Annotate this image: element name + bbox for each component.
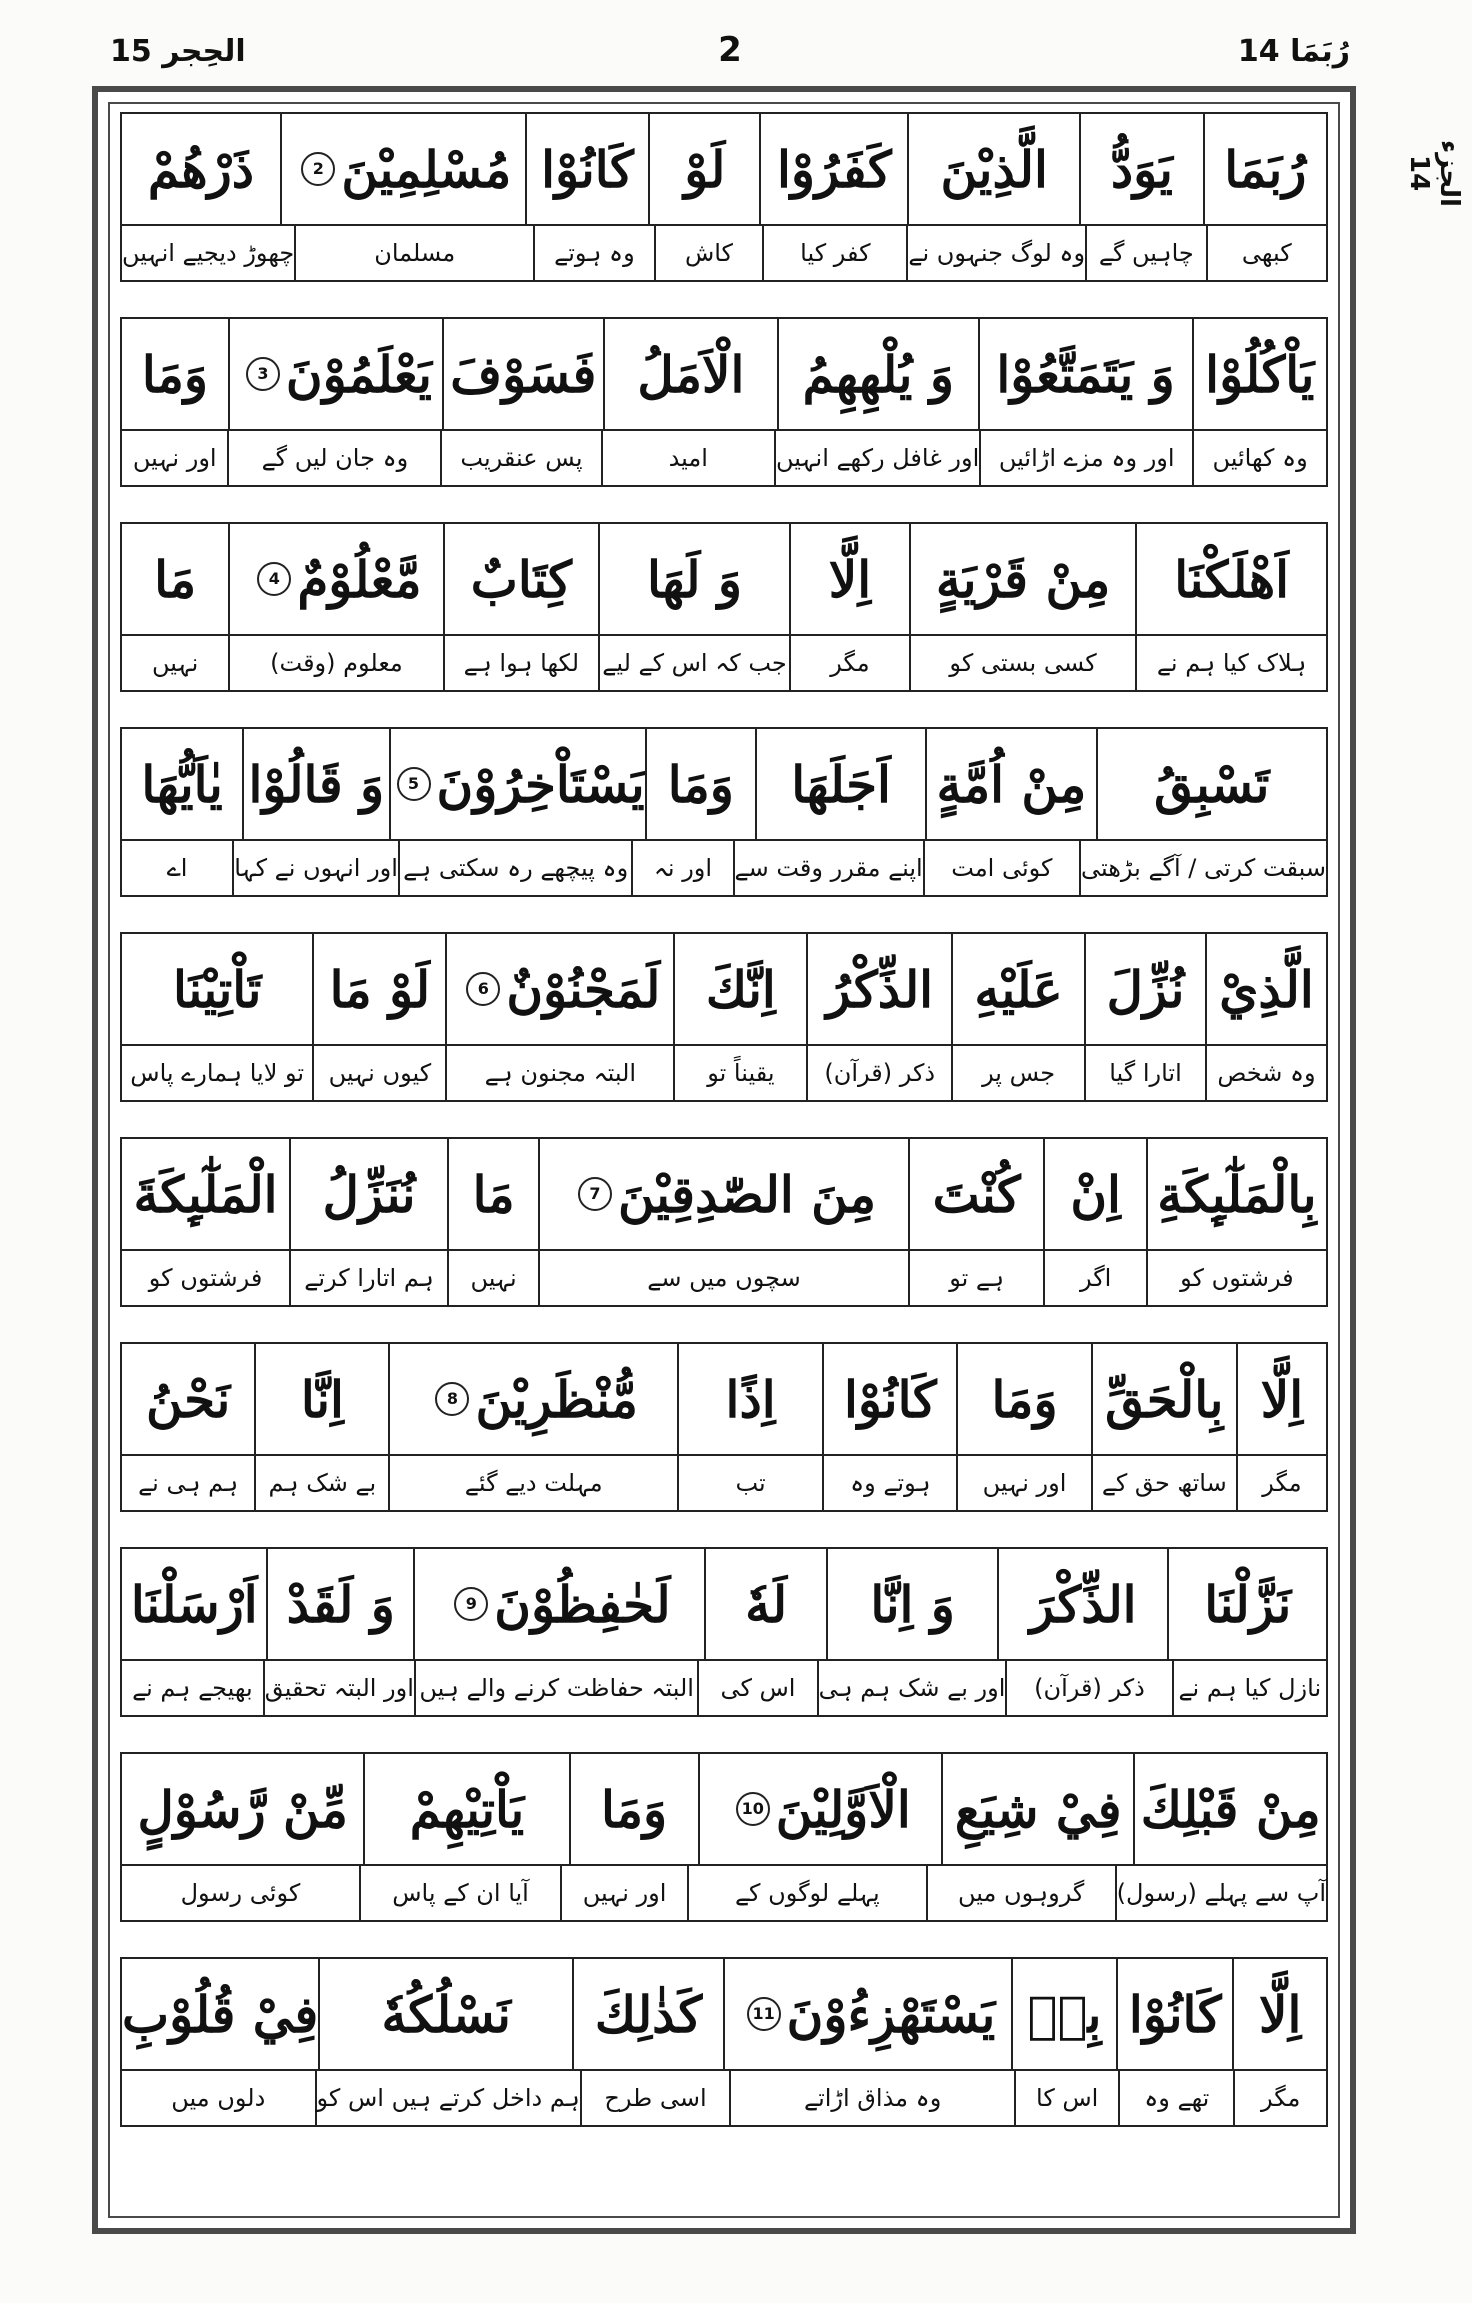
urdu-meaning: جس پر xyxy=(951,1046,1084,1100)
urdu-meaning: پہلے لوگوں کے xyxy=(687,1866,926,1920)
arabic-word xyxy=(822,1344,956,1454)
verse-block xyxy=(120,1752,1328,1922)
urdu-meaning: ہوتے وہ xyxy=(822,1456,956,1510)
arabic-word xyxy=(312,934,445,1044)
arabic-word-text: يَوَدُّ xyxy=(1110,139,1173,199)
arabic-word xyxy=(648,114,759,224)
urdu-meaning: اور البتہ تحقیق xyxy=(263,1661,414,1715)
arabic-word xyxy=(1084,934,1205,1044)
urdu-meaning: البتہ مجنون ہے xyxy=(445,1046,673,1100)
arabic-word xyxy=(1205,934,1326,1044)
arabic-word-text: اِنَّكَ xyxy=(705,959,776,1019)
urdu-meaning: اور نہ xyxy=(631,841,732,895)
arabic-word xyxy=(122,934,312,1044)
page-frame xyxy=(92,86,1356,2234)
urdu-meaning: کسی بستی کو xyxy=(909,636,1135,690)
arabic-word xyxy=(1096,729,1326,839)
arabic-word-text: وَمَا xyxy=(667,754,734,814)
urdu-meanings-row xyxy=(122,226,1326,280)
arabic-word xyxy=(442,319,603,429)
urdu-meaning: بے شک ہم xyxy=(254,1456,388,1510)
page-header xyxy=(110,30,1350,80)
verse-block xyxy=(120,932,1328,1102)
arabic-word xyxy=(388,1344,676,1454)
arabic-word xyxy=(445,934,673,1044)
ayah-number-marker: 5 xyxy=(397,767,431,801)
arabic-word xyxy=(1116,1959,1232,2069)
arabic-word xyxy=(925,729,1095,839)
page-number: 2 xyxy=(718,30,742,70)
urdu-meaning: نہیں xyxy=(152,649,199,677)
arabic-word-text: رُبَمَا xyxy=(1224,139,1307,199)
arabic-word xyxy=(266,1549,412,1659)
arabic-word xyxy=(789,524,909,634)
arabic-word xyxy=(755,729,925,839)
arabic-word xyxy=(1146,1139,1326,1249)
arabic-word xyxy=(289,1139,447,1249)
juz-name-header: رُبَمَا 14 xyxy=(1237,34,1350,69)
page-frame-inner xyxy=(108,102,1340,2218)
arabic-word-text: نَحْنُ xyxy=(146,1369,231,1429)
ayah-number-marker: 3 xyxy=(246,357,280,391)
arabic-word xyxy=(997,1549,1168,1659)
arabic-word xyxy=(413,1549,704,1659)
ayah-number-marker: 7 xyxy=(578,1177,612,1211)
arabic-word xyxy=(122,1549,266,1659)
arabic-word-text: اِلَّا xyxy=(1260,1369,1304,1429)
urdu-meaning: مگر xyxy=(1236,1456,1326,1510)
arabic-word-text: لَهٗ xyxy=(745,1574,788,1634)
urdu-meaning: اور انہوں نے کہا xyxy=(232,841,398,895)
verse-block xyxy=(120,522,1328,692)
arabic-word xyxy=(569,1754,698,1864)
arabic-word-text: بِالْحَقِّ xyxy=(1105,1369,1224,1429)
urdu-meaning: اس کا xyxy=(1014,2071,1118,2125)
urdu-meanings-row xyxy=(122,1866,1326,1920)
arabic-word-text: مُّنْظَرِيْنَ xyxy=(475,1369,638,1429)
urdu-meanings-row xyxy=(122,1251,1326,1305)
ayah-number-marker: 8 xyxy=(435,1382,469,1416)
urdu-meaning: آپ سے پہلے (رسول) xyxy=(1115,1866,1326,1920)
urdu-meaning: تھے وہ xyxy=(1118,2071,1233,2125)
arabic-word-text: مَا xyxy=(472,1164,515,1224)
arabic-word-text: وَ اِنَّا xyxy=(870,1574,955,1634)
arabic-word xyxy=(447,1139,538,1249)
urdu-meaning: وہ کھائیں xyxy=(1192,431,1326,485)
verse-block xyxy=(120,727,1328,897)
arabic-word xyxy=(389,729,645,839)
arabic-word xyxy=(806,934,951,1044)
arabic-word xyxy=(228,524,442,634)
arabic-word xyxy=(538,1139,908,1249)
arabic-word xyxy=(1167,1549,1326,1659)
arabic-words-row xyxy=(122,1344,1326,1456)
arabic-word xyxy=(759,114,907,224)
arabic-word-text: وَ لَهَا xyxy=(646,549,743,609)
arabic-word xyxy=(122,1754,363,1864)
arabic-word-text: نَزَّلْنَا xyxy=(1204,1574,1292,1634)
arabic-word-text: لَمَجْنُوْنٌ xyxy=(506,959,661,1019)
urdu-meaning: اگر xyxy=(1043,1251,1145,1305)
urdu-meaning: وہ لوگ جنہوں نے xyxy=(906,226,1085,280)
arabic-word-text: مِنْ اُمَّةٍ xyxy=(936,754,1087,814)
arabic-word-text: كُنْتَ xyxy=(932,1164,1021,1224)
arabic-word xyxy=(122,114,280,224)
arabic-word xyxy=(598,524,789,634)
arabic-word xyxy=(525,114,648,224)
urdu-meaning: اور نہیں xyxy=(132,444,217,472)
arabic-word xyxy=(603,319,777,429)
arabic-word-text: يٰاَيُّهَا xyxy=(141,754,223,814)
urdu-meaning: اپنے مقرر وقت سے xyxy=(733,841,923,895)
urdu-meaning: وہ شخص xyxy=(1205,1046,1326,1100)
arabic-word xyxy=(318,1959,572,2069)
urdu-meaning: ہلاک کیا ہم نے xyxy=(1135,636,1326,690)
arabic-word xyxy=(941,1754,1134,1864)
urdu-meaning: اور وہ مزے اڑائیں xyxy=(979,431,1192,485)
arabic-word xyxy=(254,1344,388,1454)
urdu-meaning: وہ ہوتے xyxy=(533,226,653,280)
arabic-word-text: مِنَ الصّٰدِقِيْنَ xyxy=(617,1164,877,1224)
arabic-word-text: اَرْسَلْنَا xyxy=(130,1574,258,1634)
urdu-meaning: دلوں میں xyxy=(171,2084,266,2112)
urdu-meaning: سبقت کرتی / آگے بڑھتی xyxy=(1079,841,1326,895)
arabic-word xyxy=(1091,1344,1236,1454)
arabic-word xyxy=(443,524,598,634)
urdu-meaning: مہلت دیے گئے xyxy=(388,1456,676,1510)
arabic-word xyxy=(826,1549,997,1659)
arabic-word-text: الذِّكْرُ xyxy=(826,959,934,1019)
urdu-meanings-row xyxy=(122,431,1326,485)
urdu-meaning: اور بے شک ہم ہی xyxy=(817,1661,1006,1715)
urdu-meaning: اس کی xyxy=(697,1661,816,1715)
urdu-meaning: اتارا گیا xyxy=(1084,1046,1205,1100)
arabic-word xyxy=(228,319,442,429)
arabic-word-text: لَحٰفِظُوْنَ xyxy=(494,1574,671,1634)
arabic-word xyxy=(698,1754,941,1864)
urdu-meaning: چاہیں گے xyxy=(1085,226,1205,280)
arabic-word-text: اِلَّا xyxy=(1259,1984,1302,2044)
urdu-meaning: مگر xyxy=(789,636,909,690)
urdu-meaning: ہم ہی نے xyxy=(138,1469,239,1497)
urdu-meaning: کاش xyxy=(654,226,763,280)
arabic-word-text: اَجَلَهَا xyxy=(791,754,891,814)
arabic-word xyxy=(909,524,1135,634)
urdu-meaning: وہ جان لیں گے xyxy=(227,431,440,485)
arabic-word-text: وَمَا xyxy=(991,1369,1058,1429)
arabic-words-row xyxy=(122,319,1326,431)
arabic-word xyxy=(673,934,806,1044)
arabic-word-text: وَ يَتَمَتَّعُوْا xyxy=(996,344,1175,404)
arabic-word-text: مَّعْلُوْمٌ xyxy=(297,549,422,609)
urdu-meaning: جب کہ اس کے لیے xyxy=(598,636,789,690)
arabic-word-text: يَاْكُلُوْا xyxy=(1205,344,1315,404)
arabic-word-text: الَّذِيْ xyxy=(1219,959,1314,1019)
arabic-word-text: اِنْ xyxy=(1070,1164,1121,1224)
arabic-word-text: مِّنْ رَّسُوْلٍ xyxy=(137,1779,348,1839)
ayah-number-marker: 2 xyxy=(301,152,335,186)
urdu-meaning: اور نہیں xyxy=(560,1866,687,1920)
urdu-meaning: فرشتوں کو xyxy=(148,1264,263,1292)
arabic-word xyxy=(1135,524,1326,634)
verse-block xyxy=(120,1957,1328,2127)
arabic-word-text: كَانُوْا xyxy=(843,1369,937,1429)
urdu-meaning: بھیجے ہم نے xyxy=(132,1674,253,1702)
arabic-word-text: مِنْ قَرْيَةٍ xyxy=(935,549,1111,609)
arabic-word xyxy=(280,114,525,224)
arabic-word xyxy=(242,729,388,839)
arabic-words-row xyxy=(122,729,1326,841)
arabic-word xyxy=(1133,1754,1326,1864)
urdu-meaning: آیا ان کے پاس xyxy=(359,1866,560,1920)
arabic-word-text: اِلَّا xyxy=(828,549,872,609)
arabic-word xyxy=(1232,1959,1326,2069)
arabic-word-text: اِنَّا xyxy=(300,1369,344,1429)
arabic-word-text: كِتَابٌ xyxy=(470,549,572,609)
urdu-meaning: ہے تو xyxy=(908,1251,1044,1305)
urdu-meaning: مگر xyxy=(1233,2071,1326,2125)
urdu-meanings-row xyxy=(122,841,1326,895)
arabic-words-row xyxy=(122,1549,1326,1661)
urdu-meaning: سچوں میں سے xyxy=(538,1251,908,1305)
urdu-meaning: اے xyxy=(166,854,188,882)
arabic-word-text: كَانُوْا xyxy=(1128,1984,1222,2044)
arabic-word xyxy=(122,1344,254,1454)
urdu-meaning: ساتھ حق کے xyxy=(1091,1456,1236,1510)
urdu-meaning: امید xyxy=(601,431,774,485)
urdu-meaning: پس عنقریب xyxy=(440,431,600,485)
urdu-meaning: اور غافل رکھے انہیں xyxy=(774,431,979,485)
arabic-word-text: كَانُوْا xyxy=(541,139,634,199)
arabic-word-text: يَسْتَهْزِءُوْنَ xyxy=(786,1984,996,2044)
arabic-word-text: فَسَوْفَ xyxy=(450,344,597,404)
surah-name-header: الحِجر 15 xyxy=(110,34,246,69)
arabic-word xyxy=(907,114,1079,224)
verse-block xyxy=(120,1547,1328,1717)
arabic-word xyxy=(122,729,242,839)
verse-block xyxy=(120,1342,1328,1512)
arabic-word xyxy=(122,1959,318,2069)
arabic-word-text: تَسْبِقُ xyxy=(1154,754,1270,814)
arabic-word-text: كَذٰلِكَ xyxy=(594,1984,703,2044)
urdu-meaning: ذکر (قرآن) xyxy=(1005,1661,1171,1715)
arabic-word xyxy=(1236,1344,1326,1454)
arabic-word xyxy=(1192,319,1326,429)
urdu-meaning: فرشتوں کو xyxy=(1146,1251,1326,1305)
arabic-word-text: اِذًا xyxy=(725,1369,776,1429)
urdu-meaning: اور نہیں xyxy=(956,1456,1090,1510)
urdu-meaning: ہم اتارا کرتے xyxy=(289,1251,447,1305)
arabic-word-text: بِهٖ xyxy=(1027,1984,1102,2044)
urdu-meaning: وہ پیچھے رہ سکتی ہے xyxy=(398,841,631,895)
arabic-word-text: لَوْ مَا xyxy=(329,959,431,1019)
arabic-word-text: وَ لَقَدْ xyxy=(286,1574,395,1634)
arabic-word-text: الذِّكْرَ xyxy=(1029,1574,1137,1634)
urdu-meaning: کبھی xyxy=(1206,226,1326,280)
arabic-word xyxy=(777,319,978,429)
arabic-word xyxy=(122,524,228,634)
arabic-word-text: مِنْ قَبْلِكَ xyxy=(1140,1779,1321,1839)
urdu-meaning: کیوں نہیں xyxy=(312,1046,445,1100)
arabic-words-row xyxy=(122,1959,1326,2071)
arabic-word-text: الَّذِيْنَ xyxy=(940,139,1048,199)
arabic-word-text: لَوْ xyxy=(684,139,726,199)
ayah-number-marker: 6 xyxy=(466,972,500,1006)
urdu-meanings-row xyxy=(122,1661,1326,1715)
arabic-word xyxy=(1043,1139,1145,1249)
verse-block xyxy=(120,1137,1328,1307)
arabic-word-text: فِيْ قُلُوْبِ xyxy=(122,1984,319,2044)
arabic-word-text: بِالْمَلٰٓىِٕكَةِ xyxy=(1157,1164,1317,1224)
arabic-word-text: كَفَرُوْا xyxy=(776,139,892,199)
urdu-meaning: یقیناً تو xyxy=(673,1046,806,1100)
arabic-word-text: نُنَزِّلُ xyxy=(322,1164,416,1224)
arabic-word xyxy=(956,1344,1090,1454)
arabic-word-text: يَسْتَاْخِرُوْنَ xyxy=(436,754,645,814)
ayah-number-marker: 11 xyxy=(747,1997,781,2031)
arabic-word-text: ذَرْهُمْ xyxy=(147,139,254,199)
urdu-meaning: نازل کیا ہم نے xyxy=(1172,1661,1326,1715)
arabic-word xyxy=(723,1959,1011,2069)
arabic-word-text: يَعْلَمُوْنَ xyxy=(285,344,432,404)
arabic-word-text: الْمَلٰٓىِٕكَةَ xyxy=(133,1164,278,1224)
urdu-meaning: تو لایا ہمارے پاس xyxy=(130,1059,305,1087)
arabic-word xyxy=(122,319,228,429)
arabic-word-text: تَاْتِيْنَا xyxy=(172,959,262,1019)
arabic-word xyxy=(1079,114,1202,224)
arabic-words-row xyxy=(122,934,1326,1046)
urdu-meaning: معلوم (وقت) xyxy=(228,636,442,690)
urdu-meaning: مسلمان xyxy=(294,226,533,280)
urdu-meaning: وہ مذاق اڑاتے xyxy=(729,2071,1014,2125)
arabic-word-text: وَ قَالُوْا xyxy=(248,754,385,814)
arabic-word-text: عَلَيْهِ xyxy=(974,959,1063,1019)
arabic-word-text: نُزِّلَ xyxy=(1106,959,1185,1019)
ayah-number-marker: 10 xyxy=(736,1792,770,1826)
arabic-word xyxy=(908,1139,1044,1249)
urdu-meaning: البتہ حفاظت کرنے والے ہیں xyxy=(414,1661,697,1715)
arabic-word-text: الْاَمَلُ xyxy=(637,344,745,404)
arabic-word-text: مُسْلِمِيْنَ xyxy=(341,139,512,199)
arabic-word xyxy=(951,934,1084,1044)
arabic-word xyxy=(1011,1959,1116,2069)
ayah-number-marker: 4 xyxy=(257,562,291,596)
arabic-word xyxy=(572,1959,723,2069)
urdu-meaning: تب xyxy=(677,1456,822,1510)
arabic-word xyxy=(978,319,1192,429)
juz-side-label: الجزء 14 xyxy=(1404,139,1464,207)
arabic-word-text: نَسْلُكُهٗ xyxy=(381,1984,511,2044)
urdu-meaning: ہم داخل کرتے ہیں اس کو xyxy=(315,2071,580,2125)
arabic-word-text: اَهْلَكْنَا xyxy=(1174,549,1289,609)
urdu-meaning: گروہوں میں xyxy=(926,1866,1115,1920)
verse-block xyxy=(120,317,1328,487)
ayah-number-marker: 9 xyxy=(454,1587,488,1621)
arabic-word-text: مَا xyxy=(154,549,197,609)
verse-block xyxy=(120,112,1328,282)
arabic-word xyxy=(645,729,755,839)
arabic-word xyxy=(122,1139,289,1249)
arabic-word xyxy=(677,1344,822,1454)
arabic-word xyxy=(1203,114,1326,224)
arabic-word-text: الْاَوَّلِيْنَ xyxy=(775,1779,911,1839)
arabic-words-row xyxy=(122,524,1326,636)
urdu-meanings-row xyxy=(122,1456,1326,1510)
urdu-meanings-row xyxy=(122,636,1326,690)
arabic-words-row xyxy=(122,114,1326,226)
urdu-meaning: نہیں xyxy=(447,1251,538,1305)
urdu-meaning: کوئی امت xyxy=(923,841,1079,895)
urdu-meaning: کوئی رسول xyxy=(180,1879,301,1907)
arabic-word-text: يَاْتِيْهِمْ xyxy=(409,1779,525,1839)
arabic-word-text: وَ يُلْهِهِمُ xyxy=(802,344,955,404)
urdu-meaning: اسی طرح xyxy=(580,2071,729,2125)
urdu-meaning: ذکر (قرآن) xyxy=(806,1046,951,1100)
arabic-words-row xyxy=(122,1754,1326,1866)
arabic-word xyxy=(363,1754,568,1864)
urdu-meaning: کفر کیا xyxy=(762,226,906,280)
arabic-words-row xyxy=(122,1139,1326,1251)
arabic-word-text: وَمَا xyxy=(601,1779,668,1839)
arabic-word xyxy=(704,1549,826,1659)
urdu-meanings-row xyxy=(122,2071,1326,2125)
urdu-meaning: چھوڑ دیجیے انہیں xyxy=(122,239,295,267)
arabic-word-text: وَمَا xyxy=(141,344,209,404)
urdu-meaning: لکھا ہوا ہے xyxy=(443,636,598,690)
arabic-word-text: فِيْ شِيَعِ xyxy=(954,1779,1122,1839)
urdu-meanings-row xyxy=(122,1046,1326,1100)
